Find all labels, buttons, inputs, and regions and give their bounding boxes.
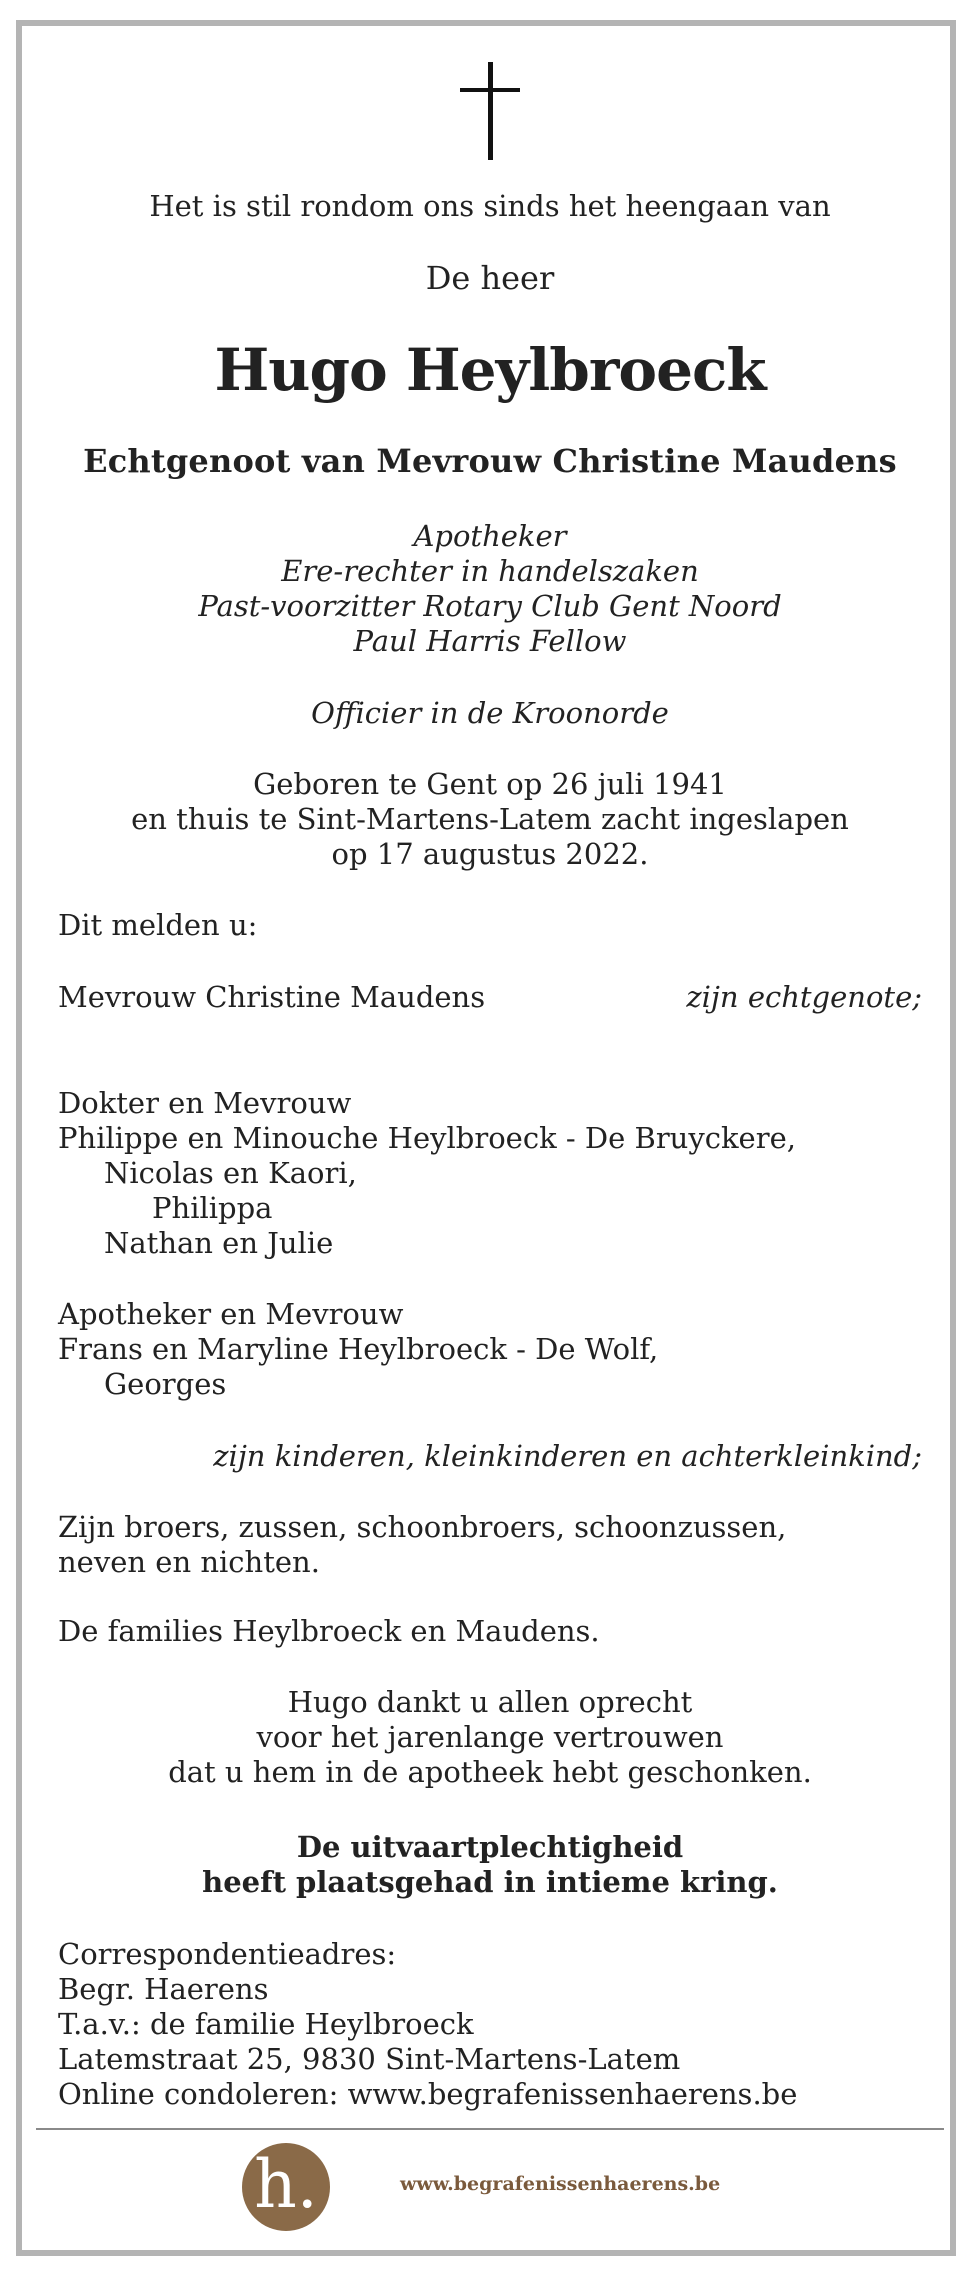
deceased-name: Hugo Heylbroeck: [214, 336, 766, 404]
announce-text: Dit melden u:: [58, 908, 258, 942]
thanks-line: dat u hem in de apotheek hebt geschonken.: [168, 1755, 812, 1789]
thanks-line: voor het jarenlange vertrouwen: [256, 1720, 724, 1754]
families-text: De families Heylbroeck en Maudens.: [58, 1614, 600, 1648]
title-line: Paul Harris Fellow: [353, 624, 627, 658]
title-line: Ere-rechter in handelszaken: [281, 554, 699, 588]
family2-line2: Frans en Maryline Heylbroeck - De Wolf,: [58, 1332, 659, 1366]
cross-icon: [460, 62, 520, 160]
relatives-line: neven en nichten.: [58, 1545, 320, 1579]
relatives-line: Zijn broers, zussen, schoonbroers, schoonzussen,: [58, 1510, 787, 1544]
dates-line: en thuis te Sint-Martens-Latem zacht ingeslapen: [131, 802, 849, 836]
dates-line: Geboren te Gent op 26 juli 1941: [253, 767, 727, 801]
title-prefix: De heer: [425, 259, 555, 297]
family2-line1: Apotheker en Mevrouw: [58, 1297, 404, 1331]
correspondence-line: Latemstraat 25, 9830 Sint-Martens-Latem: [58, 2042, 681, 2076]
title-line: Past-voorzitter Rotary Club Gent Noord: [198, 589, 782, 623]
children-role: zijn kinderen, kleinkinderen en achterkleinkind;: [213, 1439, 922, 1473]
spouse-name: Mevrouw Christine Maudens: [58, 980, 486, 1014]
family1-line2: Philippe en Minouche Heylbroeck - De Bruyckere,: [58, 1121, 796, 1155]
funeral-home-website[interactable]: www.begrafenissenhaerens.be: [400, 2173, 721, 2195]
dates-line: op 17 augustus 2022.: [331, 837, 649, 871]
family1-child2: Nathan en Julie: [104, 1226, 334, 1260]
correspondence-line: Begr. Haerens: [58, 1972, 269, 2006]
thanks-line: Hugo dankt u allen oprecht: [287, 1685, 693, 1719]
correspondence-line: Correspondentieadres:: [58, 1937, 397, 1971]
spouse-line: Echtgenoot van Mevrouw Christine Maudens: [83, 442, 897, 480]
footer-divider: [36, 2128, 944, 2130]
spouse-role: zijn echtgenote;: [686, 980, 922, 1014]
family1-line1: Dokter en Mevrouw: [58, 1086, 352, 1120]
logo-letter: h.: [254, 2146, 318, 2223]
title-line: Apotheker: [413, 519, 567, 553]
funeral-line: De uitvaartplechtigheid: [296, 1830, 684, 1864]
intro-text: Het is stil rondom ons sinds het heengaan van: [149, 189, 831, 223]
funeral-home-logo: [242, 2143, 330, 2231]
honor-text: Officier in de Kroonorde: [311, 696, 669, 730]
correspondence-line: T.a.v.: de familie Heylbroeck: [58, 2007, 474, 2041]
correspondence-line: Online condoleren: www.begrafenissenhaerens.be: [58, 2077, 798, 2111]
family2-child1: Georges: [104, 1367, 227, 1401]
family1-grandchild: Philippa: [152, 1191, 273, 1225]
funeral-line: heeft plaatsgehad in intieme kring.: [202, 1865, 778, 1899]
family1-child1: Nicolas en Kaori,: [104, 1156, 357, 1190]
